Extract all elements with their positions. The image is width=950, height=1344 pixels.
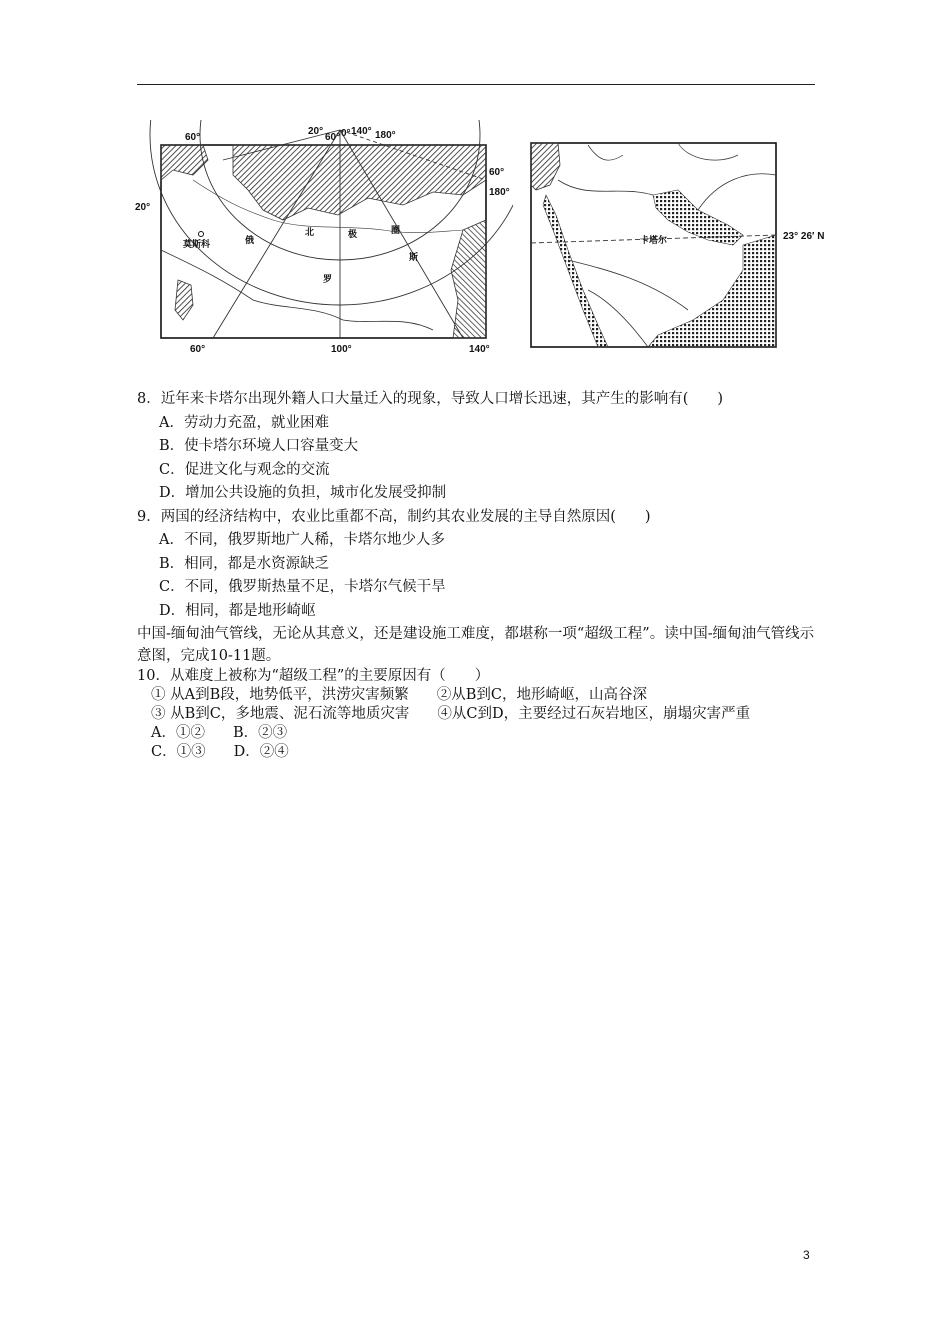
lon-label: 60°	[325, 132, 341, 143]
country-label: 罗	[323, 275, 333, 285]
question-10-stem: 10．从难度上被称为“超级工程”的主要原因有（ ）	[137, 668, 490, 684]
country-label: 俄	[245, 236, 255, 246]
question-8-option: B．使卡塔尔环境人口容量变大	[159, 438, 359, 454]
option: D．②④	[233, 744, 289, 760]
item: ②从B到C，地形崎岖，山高谷深	[436, 687, 647, 703]
question-10-options	[137, 743, 827, 762]
lon-label: 140°	[351, 126, 372, 137]
lon-label: 0°	[341, 128, 351, 139]
lon-label: 60°	[190, 344, 206, 355]
passage: 中国-缅甸油气管线，无论从其意义，还是建设施工难度，都堪称一项“超级工程”。读中国-缅甸油气管线示意图，完成10-11题。	[137, 626, 815, 664]
question-9-option: D．相同，都是地形崎岖	[159, 602, 316, 619]
circle-label: 圈	[391, 226, 401, 236]
option: B．②③	[232, 725, 288, 741]
question-10-options	[137, 724, 827, 743]
russia-map	[133, 120, 513, 355]
lon-label: 100°	[331, 344, 352, 355]
question-10-items	[137, 686, 827, 705]
circle-label: 极	[348, 230, 358, 240]
city-label: 莫斯科	[183, 240, 211, 250]
circle-label: 北	[305, 228, 315, 238]
question-9-option: B．相同，都是水资源缺乏	[159, 555, 330, 572]
item: ① 从A到B段，地势低平，洪涝灾害频繁	[151, 687, 409, 703]
question-9-stem: 9．两国的经济结构中，农业比重都不高，制约其农业发展的主导自然原因( )	[137, 508, 651, 525]
page-number: 3	[803, 1248, 810, 1262]
country-label: 斯	[409, 253, 419, 263]
lat-label: 60°	[489, 167, 505, 178]
tropic-label: 23° 26′ N	[783, 231, 825, 242]
question-8-option: D．增加公共设施的负担，城市化发展受抑制	[159, 485, 447, 501]
question-10-items	[137, 705, 827, 724]
lat-label: 180°	[489, 187, 510, 198]
option: C．①③	[151, 744, 206, 760]
lon-label: 180°	[375, 130, 396, 141]
question-content	[137, 388, 827, 762]
option: A．①②	[151, 725, 205, 741]
question-8-stem: 8．近年来卡塔尔出现外籍人口大量迁入的现象，导致人口增长迅速，其产生的影响有( )	[137, 391, 724, 407]
lat-label: 20°	[135, 202, 151, 213]
item: ④从C到D，主要经过石灰岩地区，崩塌灾害严重	[437, 706, 751, 722]
question-8-option: C．促进文化与观念的交流	[159, 461, 330, 478]
qatar-label: 卡塔尔	[640, 236, 668, 246]
question-9-option: A．不同，俄罗斯地广人稀，卡塔尔地少人多	[159, 532, 445, 548]
header-rule	[137, 84, 815, 85]
lon-label: 20°	[308, 126, 324, 137]
question-8-option: A．劳动力充盈，就业困难	[159, 414, 329, 431]
item: ③ 从B到C，多地震、泥石流等地质灾害	[151, 706, 410, 722]
lon-label: 140°	[469, 344, 490, 355]
qatar-map	[528, 140, 873, 350]
lon-label: 60°	[185, 132, 201, 143]
question-9-option: C．不同，俄罗斯热量不足，卡塔尔气候干旱	[159, 579, 446, 595]
